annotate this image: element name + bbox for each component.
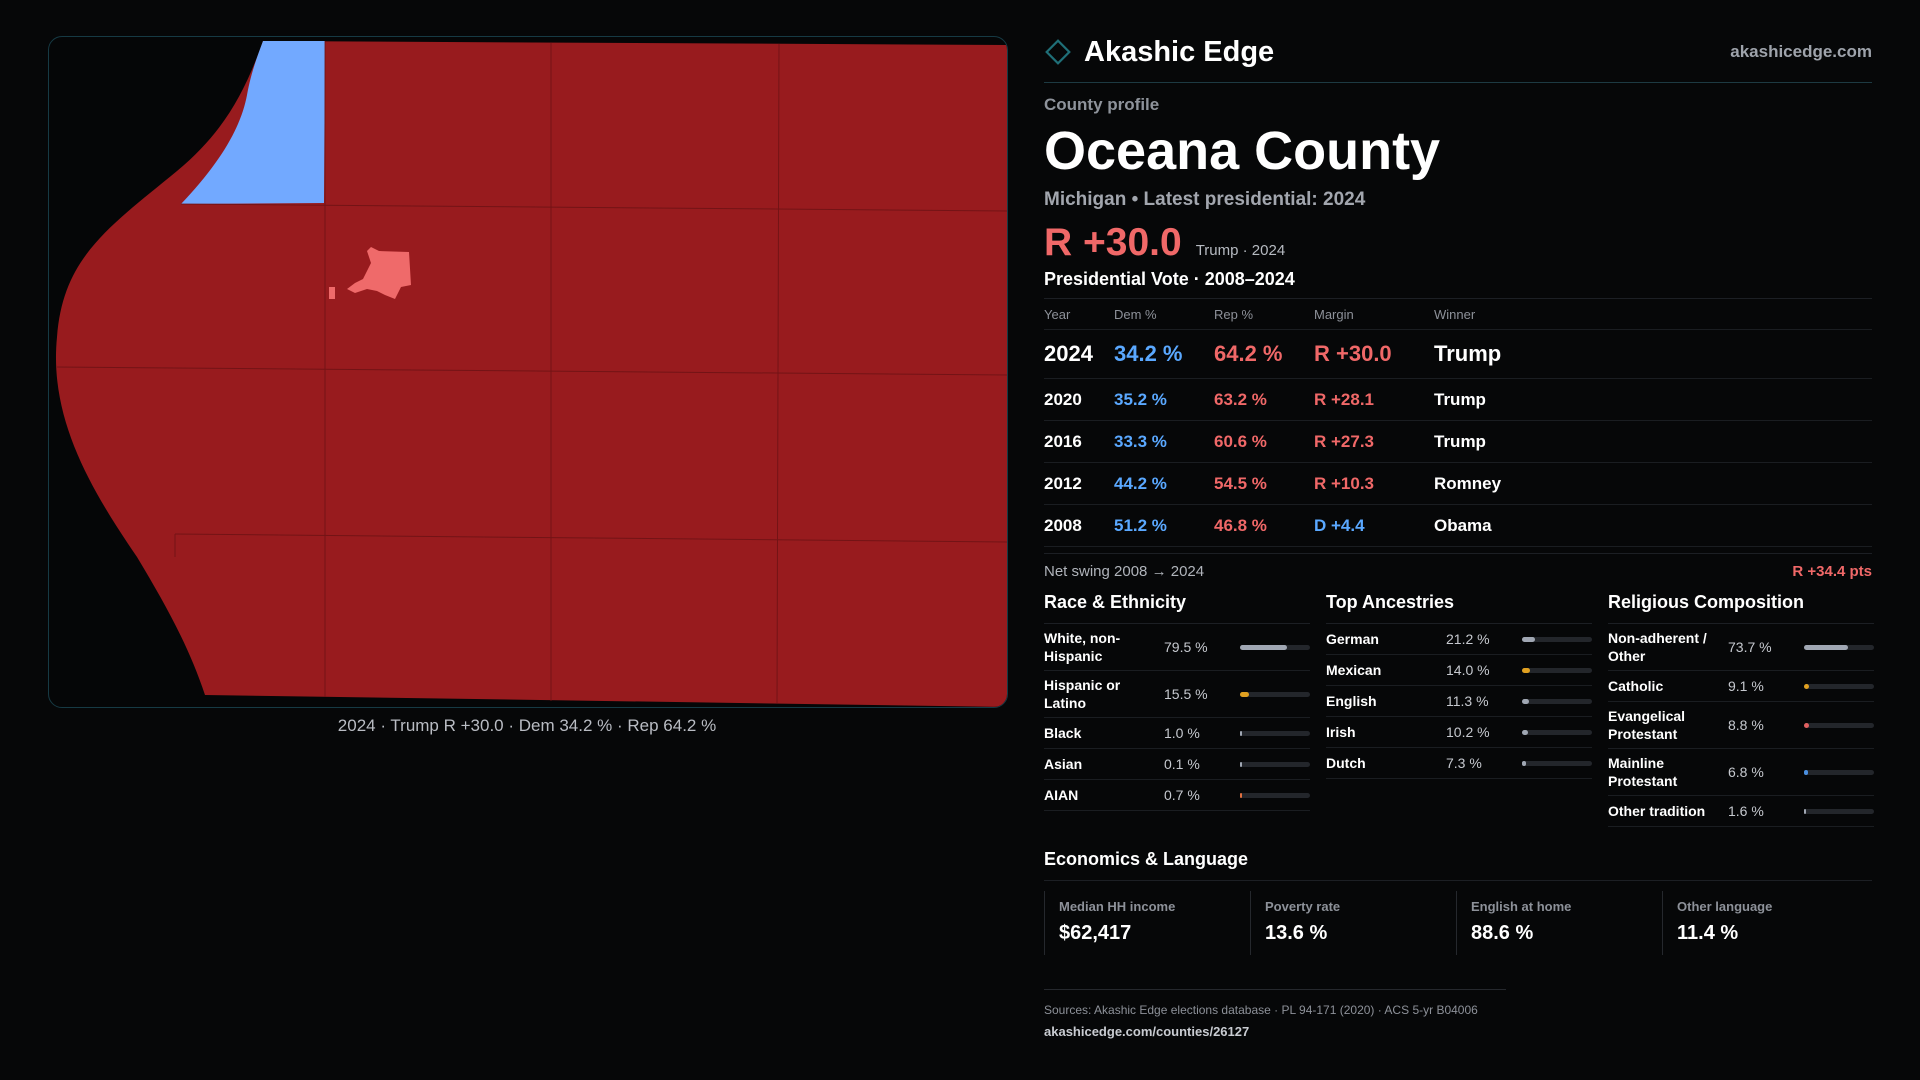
stat-row bbox=[1326, 748, 1592, 779]
econ-card-english bbox=[1456, 891, 1662, 955]
race-title: Race & Ethnicity bbox=[1044, 592, 1310, 624]
headline-note: Trump · 2024 bbox=[1195, 242, 1286, 259]
vote-row-2008[interactable] bbox=[1044, 505, 1872, 547]
stat-row bbox=[1326, 686, 1592, 717]
ancestry-title: Top Ancestries bbox=[1326, 592, 1592, 624]
stat-value: 21.2 % bbox=[1446, 631, 1490, 647]
vote-margin: R +27.3 bbox=[1314, 431, 1375, 451]
ancestry-section bbox=[1326, 592, 1592, 827]
headline-margin-row bbox=[1044, 221, 1872, 265]
vote-dem: 44.2 % bbox=[1114, 473, 1167, 493]
vote-dem: 35.2 % bbox=[1114, 389, 1167, 409]
stat-bar-fill bbox=[1804, 770, 1808, 775]
stat-bar-fill bbox=[1240, 762, 1242, 767]
stat-bar bbox=[1240, 731, 1310, 736]
stat-label: AIAN bbox=[1044, 787, 1079, 803]
sources bbox=[1044, 989, 1506, 1042]
vote-row-2012[interactable] bbox=[1044, 463, 1872, 505]
brand-header bbox=[1044, 30, 1872, 83]
header-year: Year bbox=[1044, 306, 1071, 322]
header-rep: Rep % bbox=[1214, 306, 1254, 322]
stat-value: 73.7 % bbox=[1728, 639, 1772, 655]
card-label: Poverty rate bbox=[1265, 899, 1341, 914]
race-list bbox=[1044, 624, 1310, 811]
stat-bar-fill bbox=[1522, 730, 1528, 735]
stat-bar bbox=[1804, 770, 1874, 775]
stat-bar-fill bbox=[1522, 637, 1535, 642]
stat-label: Hispanic or Latino bbox=[1044, 677, 1121, 711]
stat-bar bbox=[1522, 699, 1592, 704]
page-title: Oceana County bbox=[1044, 121, 1441, 181]
stat-row bbox=[1044, 718, 1310, 749]
brand-name: Akashic Edge bbox=[1084, 35, 1275, 68]
stat-bar-fill bbox=[1240, 645, 1287, 650]
stat-bar bbox=[1804, 645, 1874, 650]
vote-row-2016[interactable] bbox=[1044, 421, 1872, 463]
economics-section bbox=[1044, 849, 1872, 955]
stat-value: 1.0 % bbox=[1164, 725, 1200, 741]
vote-winner: Romney bbox=[1434, 473, 1502, 493]
stat-value: 79.5 % bbox=[1164, 639, 1208, 655]
stat-value: 8.8 % bbox=[1728, 717, 1764, 733]
stat-row bbox=[1608, 796, 1874, 827]
stat-bar-fill bbox=[1240, 731, 1242, 736]
card-value: $62,417 bbox=[1059, 922, 1132, 944]
card-value: 13.6 % bbox=[1265, 922, 1328, 944]
vote-margin: R +30.0 bbox=[1314, 341, 1392, 366]
stat-bar bbox=[1804, 723, 1874, 728]
stat-row bbox=[1044, 749, 1310, 780]
stat-label: Mainline Protestant bbox=[1608, 755, 1678, 789]
stat-value: 10.2 % bbox=[1446, 724, 1490, 740]
vote-rep: 64.2 % bbox=[1214, 341, 1283, 366]
stat-bar-fill bbox=[1804, 809, 1806, 814]
vote-table-title: Presidential Vote · 2008–2024 bbox=[1044, 269, 1872, 299]
religion-title: Religious Composition bbox=[1608, 592, 1874, 624]
stat-row bbox=[1044, 780, 1310, 811]
brand[interactable] bbox=[1044, 36, 1274, 69]
header-margin: Margin bbox=[1314, 306, 1354, 322]
vote-rep: 54.5 % bbox=[1214, 473, 1267, 493]
vote-dem: 34.2 % bbox=[1114, 341, 1183, 366]
stat-bar bbox=[1804, 684, 1874, 689]
stat-row bbox=[1608, 671, 1874, 702]
stat-bar bbox=[1240, 762, 1310, 767]
stat-label: Mexican bbox=[1326, 662, 1382, 678]
stat-bar bbox=[1240, 793, 1310, 798]
stat-row bbox=[1608, 749, 1874, 796]
vote-dem: 51.2 % bbox=[1114, 515, 1167, 535]
vote-year: 2016 bbox=[1044, 431, 1082, 451]
stat-label: Irish bbox=[1326, 724, 1356, 740]
stat-bar bbox=[1522, 637, 1592, 642]
stat-bar-fill bbox=[1804, 684, 1809, 689]
stat-label: Black bbox=[1044, 725, 1082, 741]
stat-bar bbox=[1240, 645, 1310, 650]
stat-bar-fill bbox=[1522, 668, 1530, 673]
stat-row bbox=[1326, 655, 1592, 686]
stat-label: Catholic bbox=[1608, 678, 1664, 694]
profile-kicker: County profile bbox=[1044, 95, 1160, 114]
card-value: 88.6 % bbox=[1471, 922, 1534, 944]
stat-bar bbox=[1240, 692, 1310, 697]
vote-row-2024[interactable] bbox=[1044, 330, 1872, 379]
stat-row bbox=[1044, 671, 1310, 718]
vote-margin: R +10.3 bbox=[1314, 473, 1375, 493]
religion-section bbox=[1608, 592, 1874, 827]
card-label: Median HH income bbox=[1059, 899, 1176, 914]
stat-row bbox=[1326, 624, 1592, 655]
vote-table bbox=[1044, 299, 1872, 547]
econ-card-poverty bbox=[1250, 891, 1456, 955]
stat-bar bbox=[1522, 761, 1592, 766]
net-swing-label: Net swing 2008 → 2024 bbox=[1044, 563, 1205, 580]
header-dem: Dem % bbox=[1114, 306, 1157, 322]
stat-row bbox=[1608, 624, 1874, 671]
vote-rep: 46.8 % bbox=[1214, 515, 1267, 535]
net-swing-value: R +34.4 pts bbox=[1792, 563, 1872, 580]
stat-value: 9.1 % bbox=[1728, 678, 1764, 694]
vote-rep: 63.2 % bbox=[1214, 389, 1267, 409]
stat-bar bbox=[1522, 668, 1592, 673]
stat-bar bbox=[1804, 809, 1874, 814]
stat-bar-fill bbox=[1240, 692, 1249, 697]
vote-winner: Obama bbox=[1434, 515, 1492, 535]
net-swing bbox=[1044, 553, 1872, 580]
brand-url-link[interactable]: akashicedge.com bbox=[1730, 42, 1872, 61]
map-caption: 2024 · Trump R +30.0 · Dem 34.2 % · Rep 64.2 % bbox=[337, 716, 717, 735]
header-winner: Winner bbox=[1434, 306, 1476, 322]
ancestry-list bbox=[1326, 624, 1592, 779]
sources-url-link[interactable]: akashicedge.com/counties/26127 bbox=[1044, 1024, 1250, 1039]
vote-row-2020[interactable] bbox=[1044, 379, 1872, 421]
stat-label: Non-adherent / Other bbox=[1608, 630, 1707, 664]
stat-label: Dutch bbox=[1326, 755, 1366, 771]
vote-winner: Trump bbox=[1434, 431, 1486, 451]
vote-winner: Trump bbox=[1434, 389, 1486, 409]
card-value: 11.4 % bbox=[1677, 922, 1739, 944]
vote-year: 2024 bbox=[1044, 341, 1093, 366]
stat-value: 6.8 % bbox=[1728, 764, 1764, 780]
religion-list bbox=[1608, 624, 1874, 827]
card-label: English at home bbox=[1471, 899, 1572, 914]
vote-year: 2020 bbox=[1044, 389, 1082, 409]
stat-bar-fill bbox=[1522, 761, 1526, 766]
stat-bar-fill bbox=[1804, 645, 1848, 650]
stat-row bbox=[1044, 624, 1310, 671]
county-map-svg[interactable] bbox=[49, 37, 1007, 707]
stat-label: White, non-Hispanic bbox=[1044, 630, 1121, 664]
headline-margin: R +30.0 bbox=[1044, 221, 1182, 264]
race-section bbox=[1044, 592, 1310, 827]
stat-label: German bbox=[1326, 631, 1379, 647]
stat-row bbox=[1608, 702, 1874, 749]
profile-panel bbox=[1044, 30, 1872, 1042]
state-line: Michigan • Latest presidential: 2024 bbox=[1044, 189, 1366, 210]
county-map[interactable] bbox=[48, 36, 1008, 708]
stat-row bbox=[1326, 717, 1592, 748]
economics-title: Economics & Language bbox=[1044, 849, 1872, 881]
stat-bar-fill bbox=[1804, 723, 1809, 728]
vote-winner: Trump bbox=[1434, 341, 1502, 366]
vote-margin: D +4.4 bbox=[1314, 515, 1365, 535]
vote-table-header bbox=[1044, 299, 1872, 330]
stat-label: Asian bbox=[1044, 756, 1083, 772]
vote-year: 2008 bbox=[1044, 515, 1082, 535]
stat-value: 11.3 % bbox=[1446, 693, 1489, 709]
stat-bar-fill bbox=[1522, 699, 1529, 704]
stat-value: 0.1 % bbox=[1164, 756, 1200, 772]
card-label: Other language bbox=[1677, 899, 1773, 914]
stat-label: Other tradition bbox=[1608, 803, 1706, 819]
vote-margin: R +28.1 bbox=[1314, 389, 1375, 409]
stat-value: 14.0 % bbox=[1446, 662, 1490, 678]
economics-cards bbox=[1044, 891, 1872, 955]
stat-value: 7.3 % bbox=[1446, 755, 1482, 771]
demographics bbox=[1044, 592, 1872, 827]
econ-card-other-language bbox=[1662, 891, 1868, 955]
sources-line: Sources: Akashic Edge elections database · PL 94-171 (2020) · ACS 5-yr B04006 bbox=[1044, 1003, 1478, 1017]
vote-dem: 33.3 % bbox=[1114, 431, 1167, 451]
stat-value: 1.6 % bbox=[1728, 803, 1764, 819]
stat-bar bbox=[1522, 730, 1592, 735]
stat-value: 0.7 % bbox=[1164, 787, 1200, 803]
vote-rep: 60.6 % bbox=[1214, 431, 1267, 451]
vote-year: 2012 bbox=[1044, 473, 1082, 493]
econ-card-income bbox=[1044, 891, 1250, 955]
stat-bar-fill bbox=[1240, 793, 1242, 798]
stat-label: Evangelical Protestant bbox=[1608, 708, 1686, 742]
stat-value: 15.5 % bbox=[1164, 686, 1208, 702]
diamond-logo-icon bbox=[1044, 38, 1072, 66]
stat-label: English bbox=[1326, 693, 1377, 709]
